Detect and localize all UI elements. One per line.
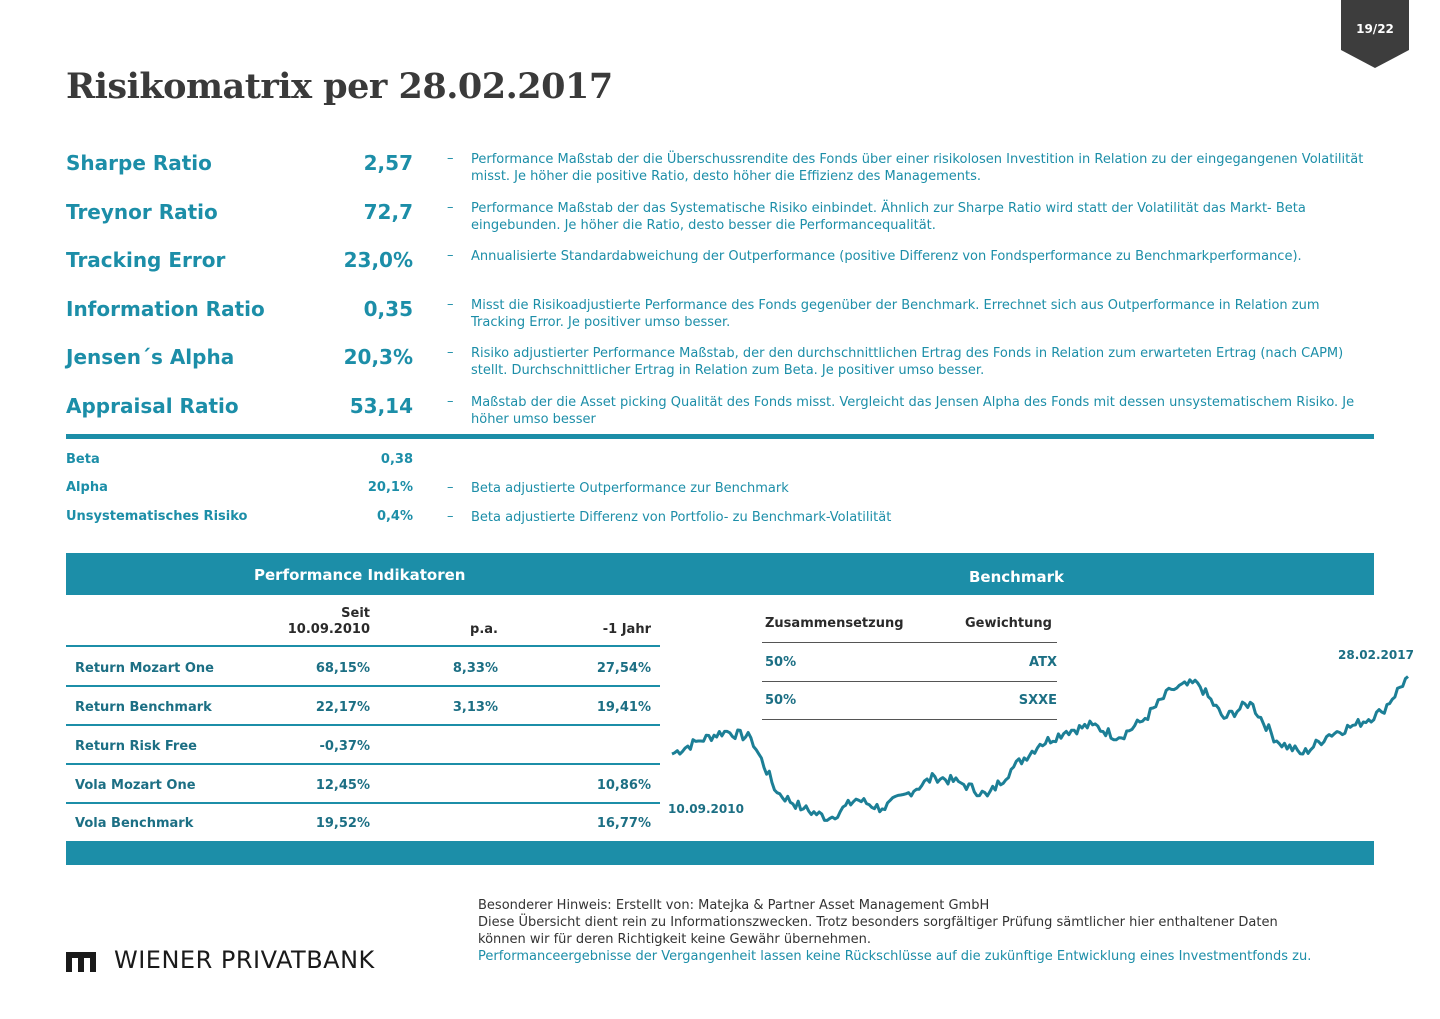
perf-cell-year: 10,86%: [596, 778, 651, 793]
metric-desc-jensens-alpha: Risiko adjustierter Performance Maßstab, der den durchschnittlichen Ertrag des Fonds in Relation zum erwarteten Ertrag (nach CAPM) stellt. Durchschnittlicher Ertrag in Relation zum Beta. Je positiver umso besser.: [471, 346, 1344, 378]
chart-end-date-label: 28.02.2017: [1338, 648, 1414, 662]
bullet-dash: –: [447, 480, 454, 495]
page-title: Risikomatrix per 28.02.2017: [66, 66, 613, 107]
metric-value-information-ratio: 0,35: [363, 297, 413, 321]
chart-start-date-label: 10.09.2010: [668, 802, 744, 816]
chart-series-line: [672, 677, 1408, 821]
header-since-line2: 10.09.2010: [287, 622, 370, 637]
benchmark-header-weight: Gewichtung: [965, 616, 1052, 631]
disclaimer-line: können wir für deren Richtigkeit keine Gewähr übernehmen.: [478, 932, 872, 947]
performance-title: Performance Indikatoren: [254, 566, 466, 584]
metric-label-sharpe: Sharpe Ratio: [66, 151, 212, 175]
small-metric-label-unsystematic-risk: Unsystematisches Risiko: [66, 509, 248, 524]
table-divider: [66, 685, 660, 687]
table-divider: [66, 802, 660, 804]
perf-row-label: Return Risk Free: [75, 739, 197, 754]
disclaimer-line: Diese Übersicht dient rein zu Informationszwecken. Trotz besonders sorgfältiger Prüfung sämtlicher hier enthaltener Daten: [478, 915, 1278, 930]
metric-value-sharpe: 2,57: [363, 151, 413, 175]
benchmark-index: SXXE: [1018, 693, 1057, 708]
perf-cell-since: 19,52%: [315, 816, 370, 831]
metric-desc-appraisal-ratio: Maßstab der die Asset picking Qualität des Fonds misst. Vergleicht das Jensen Alpha des Fonds mit dessen unsystematischem Risiko. Je höher umso besser: [471, 395, 1355, 427]
perf-cell-since: -0,37%: [319, 739, 370, 754]
perf-row-label: Vola Benchmark: [75, 816, 194, 831]
perf-cell-year: 27,54%: [596, 661, 651, 676]
metric-value-tracking-error: 23,0%: [343, 248, 413, 272]
perf-row-label: Return Benchmark: [75, 700, 212, 715]
perf-cell-since: 12,45%: [315, 778, 370, 793]
metric-value-appraisal-ratio: 53,14: [349, 394, 413, 418]
perf-cell-since: 22,17%: [315, 700, 370, 715]
header-since-line1: Seit: [341, 606, 370, 621]
header-pa: p.a.: [470, 622, 498, 637]
metric-label-tracking-error: Tracking Error: [66, 248, 226, 272]
disclaimer: [478, 897, 1378, 965]
metric-label-information-ratio: Information Ratio: [66, 297, 265, 321]
small-metric-value-unsystematic-risk: 0,4%: [376, 509, 413, 524]
table-divider: [66, 724, 660, 726]
small-metric-desc-alpha: Beta adjustierte Outperformance zur Benchmark: [471, 481, 789, 496]
metric-desc-treynor: Performance Maßstab der das Systematische Risiko einbindet. Ähnlich zur Sharpe Ratio wird statt der Volatilität das Markt- Beta eingebunden. Je höher die Ratio, desto besser die Performancequalität.: [471, 201, 1306, 233]
disclaimer-line-highlight: Performanceergebnisse der Vergangenheit lassen keine Rückschlüsse auf die zukünftige Entwicklung eines Investmentfonds zu.: [478, 949, 1312, 964]
perf-cell-year: 16,77%: [596, 816, 651, 831]
small-metric-value-alpha: 20,1%: [367, 480, 413, 495]
benchmark-title: Benchmark: [969, 568, 1064, 586]
metric-value-treynor: 72,7: [363, 200, 413, 224]
logo-text: WIENER PRIVATBANK: [114, 946, 375, 974]
bullet-dash: –: [447, 248, 454, 263]
bank-logo-icon: [66, 952, 96, 972]
bullet-dash: –: [447, 151, 454, 166]
page-number: 19/22: [1356, 22, 1394, 36]
perf-cell-pa: 8,33%: [452, 661, 498, 676]
metric-desc-information-ratio: Misst die Risikoadjustierte Performance des Fonds gegenüber der Benchmark. Errechnet sich aus Outperformance in Relation zum Tracking Error. Je positiver umso besser.: [471, 298, 1320, 330]
section-footer-band: [66, 841, 1374, 865]
benchmark-weight: 50%: [765, 655, 797, 670]
perf-row-label: Return Mozart One: [75, 661, 214, 676]
section-divider: [66, 434, 1374, 439]
table-divider: [66, 763, 660, 765]
bullet-dash: –: [447, 297, 454, 312]
perf-row-label: Vola Mozart One: [75, 778, 196, 793]
perf-cell-since: 68,15%: [315, 661, 370, 676]
bullet-dash: –: [447, 394, 454, 409]
bullet-dash: –: [447, 200, 454, 215]
table-divider: [66, 645, 660, 647]
metric-label-treynor: Treynor Ratio: [66, 200, 218, 224]
metric-label-jensens-alpha: Jensen´s Alpha: [66, 345, 235, 369]
metric-desc-tracking-error: Annualisierte Standardabweichung der Outperformance (positive Differenz von Fondsperformance zu Benchmarkperformance).: [471, 249, 1302, 264]
metric-label-appraisal-ratio: Appraisal Ratio: [66, 394, 239, 418]
benchmark-header-composition: Zusammensetzung: [765, 616, 904, 631]
bullet-dash: –: [447, 345, 454, 360]
header-one-year: -1 Jahr: [602, 622, 651, 637]
metric-value-jensens-alpha: 20,3%: [343, 345, 413, 369]
small-metric-label-beta: Beta: [66, 452, 100, 467]
benchmark-weight: 50%: [765, 693, 797, 708]
metric-desc-sharpe: Performance Maßstab der die Überschussrendite des Fonds über einer risikolosen Investition in Relation zu der eingegangenen Volatilität misst. Je höher die positive Ratio, desto höher die Effizienz des Managements.: [471, 152, 1364, 184]
bullet-dash: –: [447, 509, 454, 524]
small-metric-value-beta: 0,38: [380, 452, 413, 467]
small-metric-desc-unsystematic-risk: Beta adjustierte Differenz von Portfolio- zu Benchmark-Volatilität: [471, 510, 892, 525]
benchmark-index: ATX: [1029, 655, 1057, 670]
performance-line-chart: [660, 640, 1420, 840]
disclaimer-line: Besonderer Hinweis: Erstellt von: Matejka & Partner Asset Management GmbH: [478, 898, 990, 913]
perf-cell-year: 19,41%: [596, 700, 651, 715]
perf-cell-pa: 3,13%: [452, 700, 498, 715]
page-number-badge: [1341, 0, 1409, 68]
small-metric-label-alpha: Alpha: [66, 480, 108, 495]
